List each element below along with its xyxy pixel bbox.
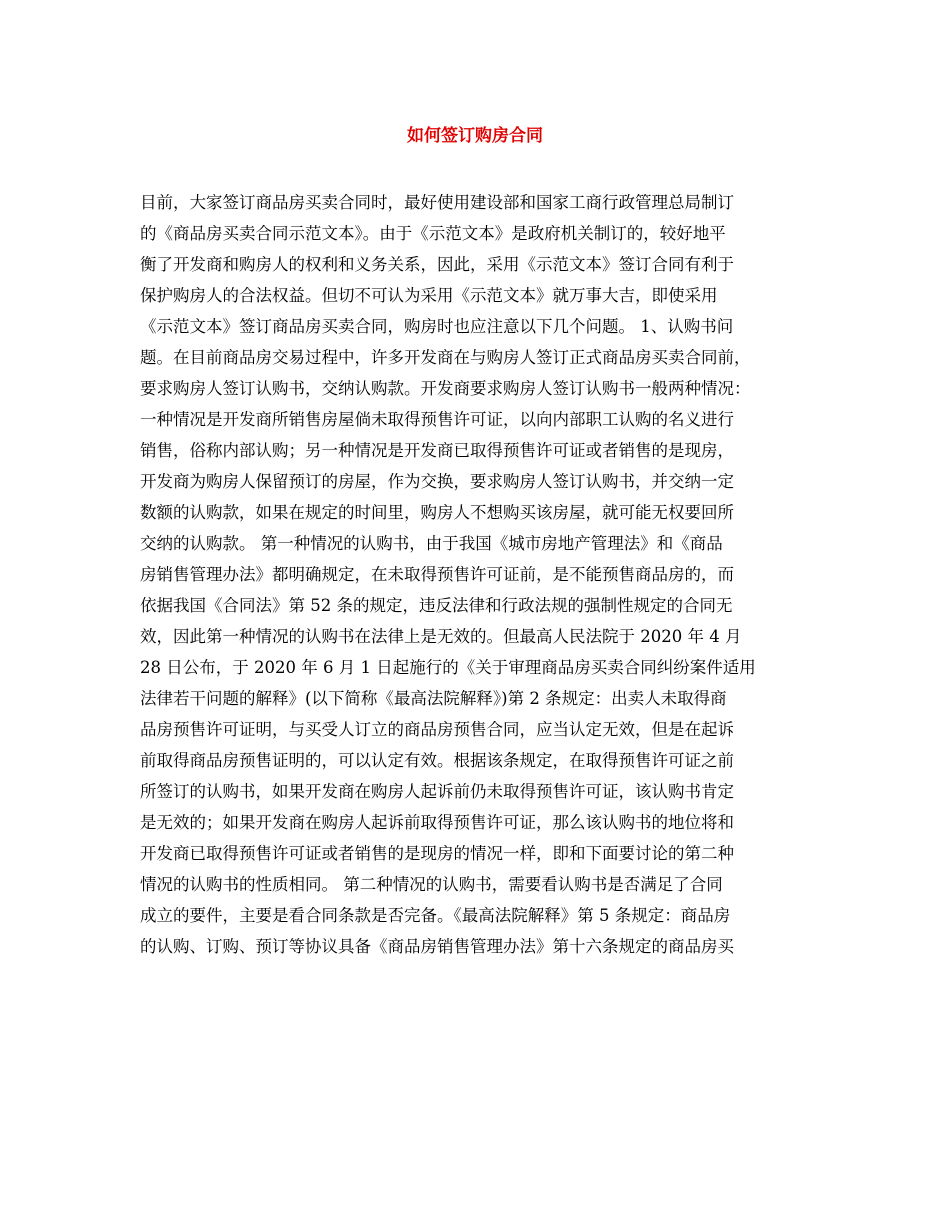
body-text-line: 《示范文本》签订商品房买卖合同，购房时也应注意以下几个问题。 1、认购书问 <box>140 317 734 336</box>
body-text-line: 开发商为购房人保留预订的房屋，作为交换，要求购房人签订认购书，并交纳一定 <box>140 472 734 491</box>
body-text-line: 一种情况是开发商所销售房屋倘未取得预售许可证，以向内部职工认购的名义进行 <box>140 410 734 429</box>
body-text-line: 数额的认购款，如果在规定的时间里，购房人不想购买该房屋，就可能无权要回所 <box>140 503 734 522</box>
document-title: 如何签订购房合同 <box>407 126 543 146</box>
body-text-line: 的认购、订购、预订等协议具备《商品房销售管理办法》第十六条规定的商品房买 <box>140 937 734 956</box>
body-text-line: 开发商已取得预售许可证或者销售的是现房的情况一样，即和下面要讨论的第二种 <box>140 844 734 863</box>
body-text-line: 所签订的认购书，如果开发商在购房人起诉前仍未取得预售许可证，该认购书肯定 <box>140 782 734 801</box>
body-text-line: 目前，大家签订商品房买卖合同时，最好使用建设部和国家工商行政管理总局制订 <box>140 193 734 212</box>
body-text-line: 依据我国《合同法》第 52 条的规定，违反法律和行政法规的强制性规定的合同无 <box>140 596 733 615</box>
body-text-line: 法律若干问题的解释》(以下简称《最高法院解释》)第 2 条规定：出卖人未取得商 <box>140 689 727 708</box>
body-text-line: 衡了开发商和购房人的权利和义务关系，因此，采用《示范文本》签订合同有利于 <box>140 255 734 274</box>
body-text-line: 前取得商品房预售证明的，可以认定有效。根据该条规定，在取得预售许可证之前 <box>140 751 734 770</box>
body-text-line: 成立的要件，主要是看合同条款是否完备。《最高法院解释》第 5 条规定：商品房 <box>140 906 731 925</box>
body-text-line: 的《商品房买卖合同示范文本》。由于《示范文本》是政府机关制订的，较好地平 <box>140 224 726 243</box>
body-text-line: 效，因此第一种情况的认购书在法律上是无效的。但最高人民法院于 2020 年 4 月 <box>140 627 742 646</box>
body-text-line: 品房预售许可证明，与买受人订立的商品房预售合同，应当认定无效，但是在起诉 <box>140 720 734 739</box>
body-text-line: 要求购房人签订认购书，交纳认购款。开发商要求购房人签订认购书一般两种情况： <box>140 379 751 398</box>
body-text-line: 28 日公布，于 2020 年 6 月 1 日起施行的《关于审理商品房买卖合同纠纷案件适用 <box>140 658 756 677</box>
body-text-line: 房销售管理办法》都明确规定，在未取得预售许可证前，是不能预售商品房的，而 <box>140 565 734 584</box>
body-text-line: 保护购房人的合法权益。但切不可认为采用《示范文本》就万事大吉，即使采用 <box>140 286 718 305</box>
body-text-line: 是无效的；如果开发商在购房人起诉前取得预售许可证，那么该认购书的地位将和 <box>140 813 734 832</box>
body-text-line: 交纳的认购款。 第一种情况的认购书，由于我国《城市房地产管理法》和《商品 <box>140 534 723 553</box>
document-body <box>140 187 820 962</box>
body-text-line: 销售，俗称内部认购；另一种情况是开发商已取得预售许可证或者销售的是现房， <box>140 441 734 460</box>
body-text-line: 情况的认购书的性质相同。 第二种情况的认购书，需要看认购书是否满足了合同 <box>140 875 723 894</box>
body-text-line: 题。在目前商品房交易过程中，许多开发商在与购房人签订正式商品房买卖合同前， <box>140 348 751 367</box>
